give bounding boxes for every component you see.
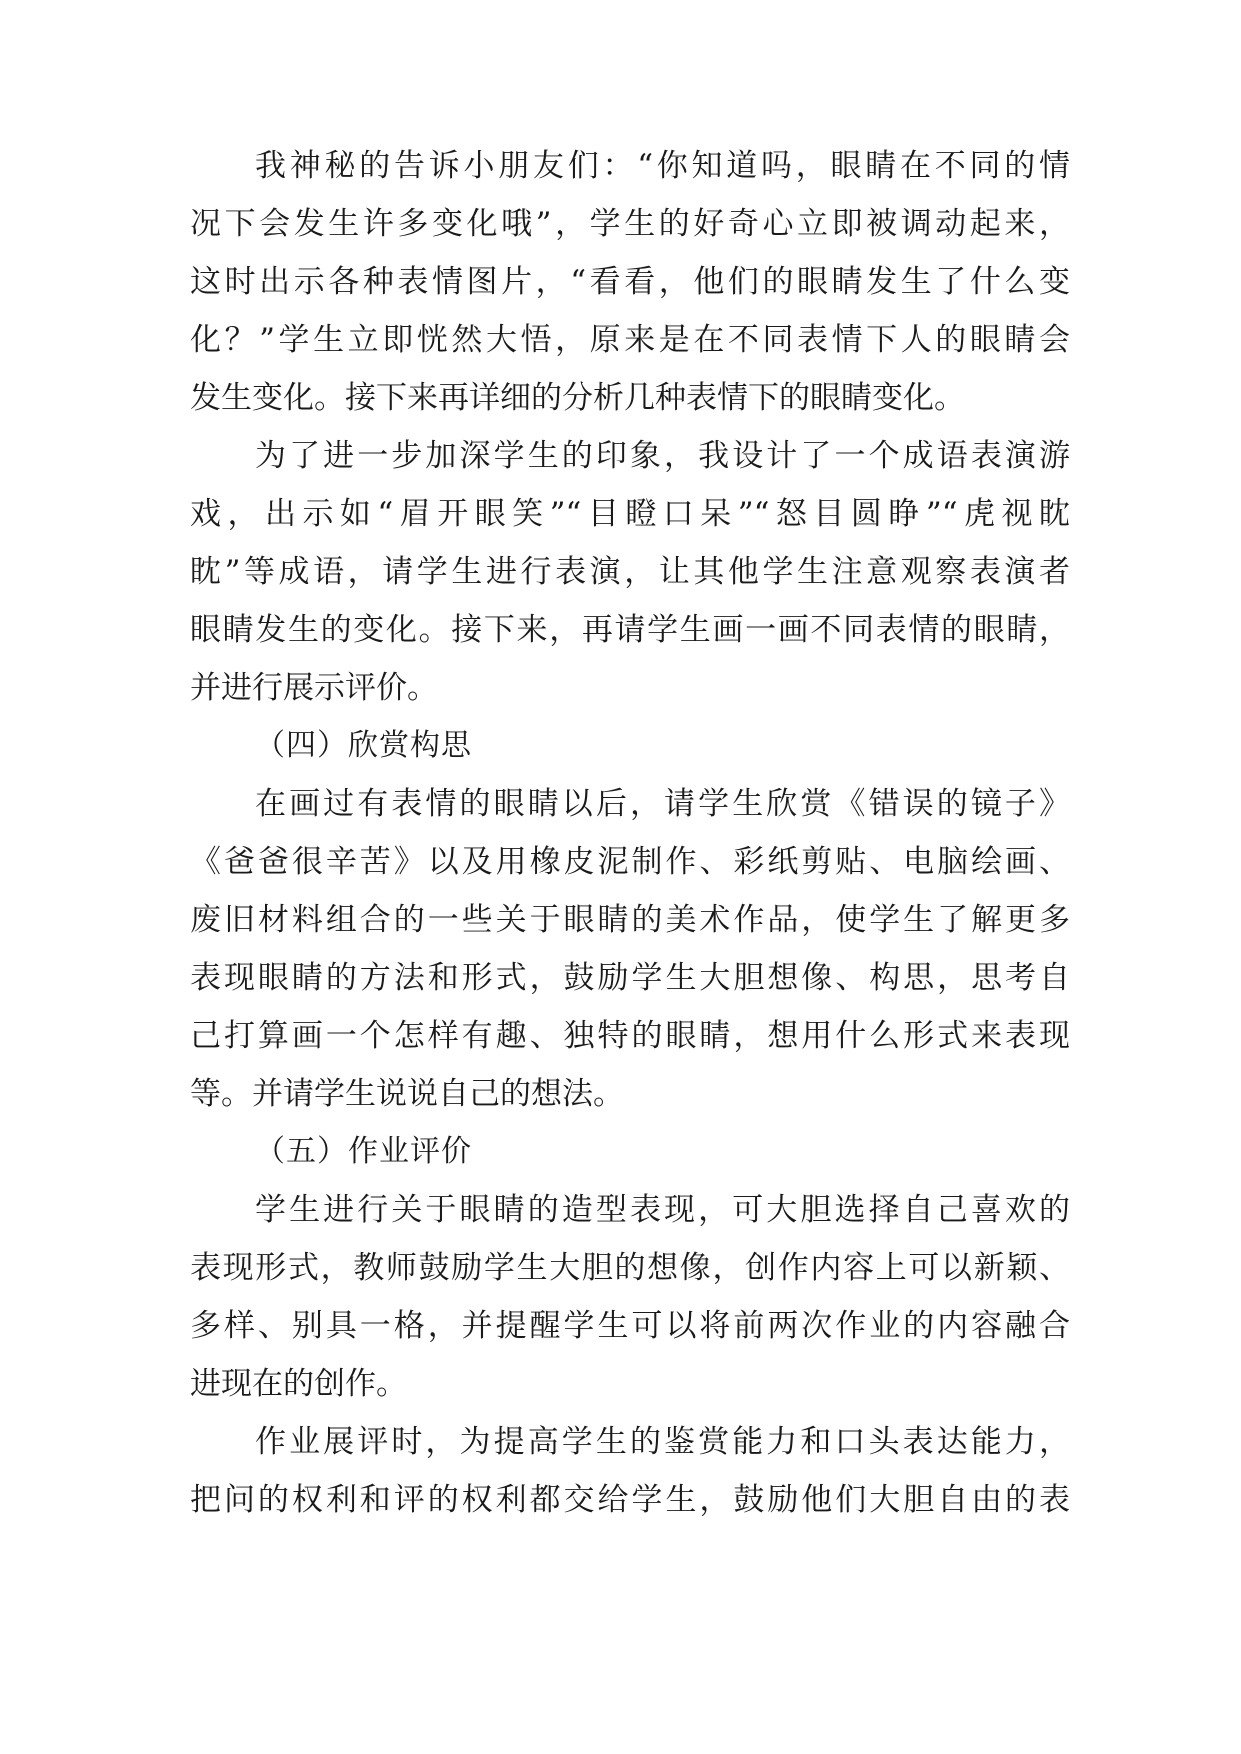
paragraph-3-line-6: 等。并请学生说说自己的想法。 [190, 1076, 624, 1112]
paragraph-2-line-2: 戏，出示如“眉开眼笑”“目瞪口呆”“怒目圆睁”“虎视眈 [190, 496, 1070, 532]
paragraph-1-line-4: 化？”学生立即恍然大悟，原来是在不同表情下人的眼睛会 [190, 322, 1070, 358]
paragraph-4-line-4: 进现在的创作。 [190, 1366, 407, 1402]
paragraph-3-line-2: 《爸爸很辛苦》以及用橡皮泥制作、彩纸剪贴、电脑绘画、 [190, 844, 1070, 880]
paragraph-5-line-2: 把问的权利和评的权利都交给学生，鼓励他们大胆自由的表 [190, 1482, 1070, 1518]
paragraph-2-line-5: 并进行展示评价。 [190, 670, 438, 706]
paragraph-2-line-3: 眈”等成语，请学生进行表演，让其他学生注意观察表演者 [190, 554, 1070, 590]
paragraph-4-line-2: 表现形式，教师鼓励学生大胆的想像，创作内容上可以新颖、 [190, 1250, 1070, 1286]
paragraph-2-line-1: 为了进一步加深学生的印象，我设计了一个成语表演游 [255, 438, 1070, 474]
paragraph-4-line-1: 学生进行关于眼睛的造型表现，可大胆选择自己喜欢的 [255, 1192, 1070, 1228]
paragraph-3-line-3: 废旧材料组合的一些关于眼睛的美术作品，使学生了解更多 [190, 902, 1070, 938]
paragraph-1-line-5: 发生变化。接下来再详细的分析几种表情下的眼睛变化。 [190, 380, 965, 416]
paragraph-2-line-4: 眼睛发生的变化。接下来，再请学生画一画不同表情的眼睛， [190, 612, 1070, 648]
paragraph-5-line-1: 作业展评时，为提高学生的鉴赏能力和口头表达能力， [255, 1424, 1070, 1460]
section-heading-4: （四）欣赏构思 [255, 728, 472, 763]
paragraph-4-line-3: 多样、别具一格，并提醒学生可以将前两次作业的内容融合 [190, 1308, 1070, 1344]
paragraph-3-line-4: 表现眼睛的方法和形式，鼓励学生大胆想像、构思，思考自 [190, 960, 1070, 996]
paragraph-3-line-5: 己打算画一个怎样有趣、独特的眼睛，想用什么形式来表现 [190, 1018, 1070, 1054]
paragraph-1-line-2: 况下会发生许多变化哦”，学生的好奇心立即被调动起来， [190, 206, 1070, 242]
paragraph-3-line-1: 在画过有表情的眼睛以后，请学生欣赏《错误的镜子》 [255, 786, 1070, 822]
section-heading-5: （五）作业评价 [255, 1134, 472, 1169]
paragraph-1-line-1: 我神秘的告诉小朋友们：“你知道吗，眼睛在不同的情 [255, 148, 1070, 184]
paragraph-1-line-3: 这时出示各种表情图片，“看看，他们的眼睛发生了什么变 [190, 264, 1070, 300]
